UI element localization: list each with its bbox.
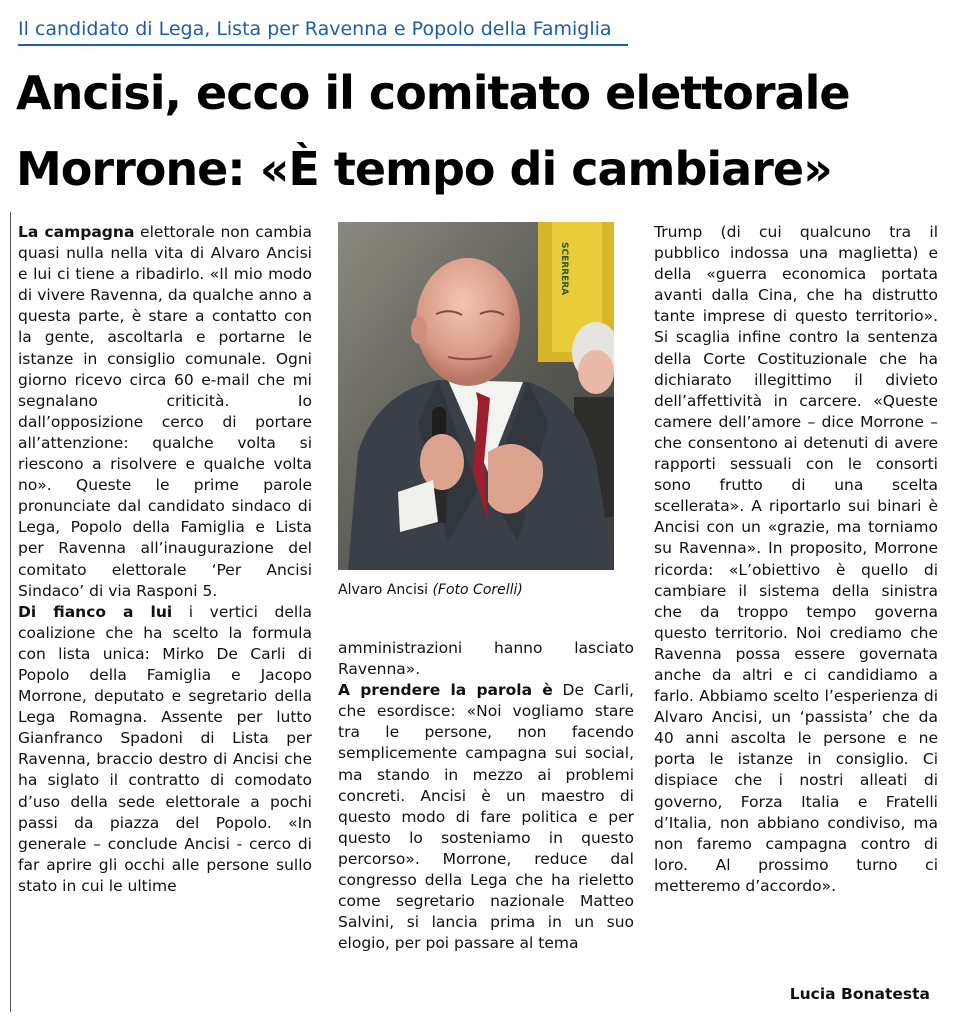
paragraph-text: elettorale non cambia quasi nulla nella vita di Alvaro Ancisi e lui ci tiene a ribadirlo. «Il mio modo di vivere Ravenna, da qualche anno a questa parte, è stare a contatto con la gente, ascoltarla e portarne le istanze in consiglio comunale. Ogni giorno ricevo circa 60 e-mail che mi segnalano criticità. Io dall’opposizione cerco di portare all’attenzione: qualche volta si riescono a risolvere e qualche volta no». Queste le prime parole pronunciate dal candidato sindaco di Lega, Popolo della Famiglia e Lista per Ravenna all’inaugurazione del comitato elettorale ‘Per Ancisi Sindaco’ di via Rasponi 5. <box>18 223 312 600</box>
caption-credit: (Foto Corelli) <box>432 582 523 598</box>
paragraph-text: De Carli, che esordisce: «Noi vogliamo stare tra le persone, non facendo semplicemente campagna sui social, ma stando in mezzo ai problemi concreti. Ancisi è un maestro di questo modo di fare politica e per questo lo sosteniamo in questo percorso». Morrone, reduce dal congresso della Lega che ha rieletto come segretario nazionale Matteo Salvini, si lancia prima in un suo elogio, per poi passare al tema <box>338 681 634 953</box>
headline-line-2: Morrone: «È tempo di cambiare» <box>16 142 832 196</box>
paragraph-lead: Di fianco a lui <box>18 602 173 621</box>
article-photo <box>338 222 614 570</box>
caption-name: Alvaro Ancisi <box>338 582 429 598</box>
paragraph-lead: La campagna <box>18 223 135 241</box>
paragraph <box>18 602 312 897</box>
paragraph-text: Trump (di cui qualcuno tra il pubblico indossa una maglietta) e della «guerra economica portata avanti dalla Cina, che ha distrutto tante imprese di questo territorio». Si scaglia infine contro la sentenza della Corte Costituzionale che ha dichiarato illegittimo il divieto dell’affettività in carcere. «Queste camere dell’amore – dice Morrone – che consentono ai detenuti di avere rapporti sessuali con le consorti sono frutto di una scelta scellerata». A riportarlo sui binari è Ancisi con un «grazie, ma torniamo su Ravenna». In proposito, Morrone ricorda: «L’obiettivo è quello di cambiare il sistema della sinistra che da troppo tempo governa questo territorio. Noi crediamo che Ravenna possa essere governata anche da altri e ci candidiamo a farlo. Abbiamo scelto l’esperienza di Alvaro Ancisi, un ‘passista’ che da 40 anni ascolta le persone e ne porta le istanze in consiglio. Ci dispiace che i nostri alleati di governo, Forza Italia e Fratelli d’Italia, non abbiano condiviso, ma non faremo campagna contro di loro. Al prossimo turno ci metteremo d’accordo». <box>654 223 938 895</box>
author-signature: Lucia Bonatesta <box>789 985 930 1003</box>
paragraph-text: i vertici della coalizione che ha scelto la formula con lista unica: Mirko De Carli di Popolo della Famiglia e Jacopo Morrone, deputato e segretario della Lega Romagna. Assente per lutto Gianfranco Spadoni di Lista per Ravenna, braccio destro di Ancisi che ha siglato il contratto di comodato d’uso della sede elettorale a pochi passi da piazza del Popolo. «In generale – conclude Ancisi - cerco di far aprire gli occhi alle persone sullo stato in cui le ultime <box>18 602 312 895</box>
paragraph <box>654 222 938 897</box>
article-column-1 <box>18 222 312 897</box>
article-column-3 <box>654 222 938 897</box>
paragraph <box>338 638 634 680</box>
banner-text: SCERRERA <box>559 242 569 296</box>
paragraph-lead: A prendere la parola è <box>338 681 553 700</box>
article-column-2 <box>338 638 634 954</box>
paragraph <box>338 680 634 954</box>
article-kicker: Il candidato di Lega, Lista per Ravenna e Popolo della Famiglia <box>18 18 628 46</box>
photo-caption <box>338 582 523 598</box>
photo-illustration <box>338 222 614 570</box>
left-margin-rule <box>10 212 11 1012</box>
headline-line-1: Ancisi, ecco il comitato elettorale <box>16 66 850 120</box>
paragraph-text: amministrazioni hanno lasciato Ravenna». <box>338 639 634 679</box>
paragraph <box>18 222 312 602</box>
